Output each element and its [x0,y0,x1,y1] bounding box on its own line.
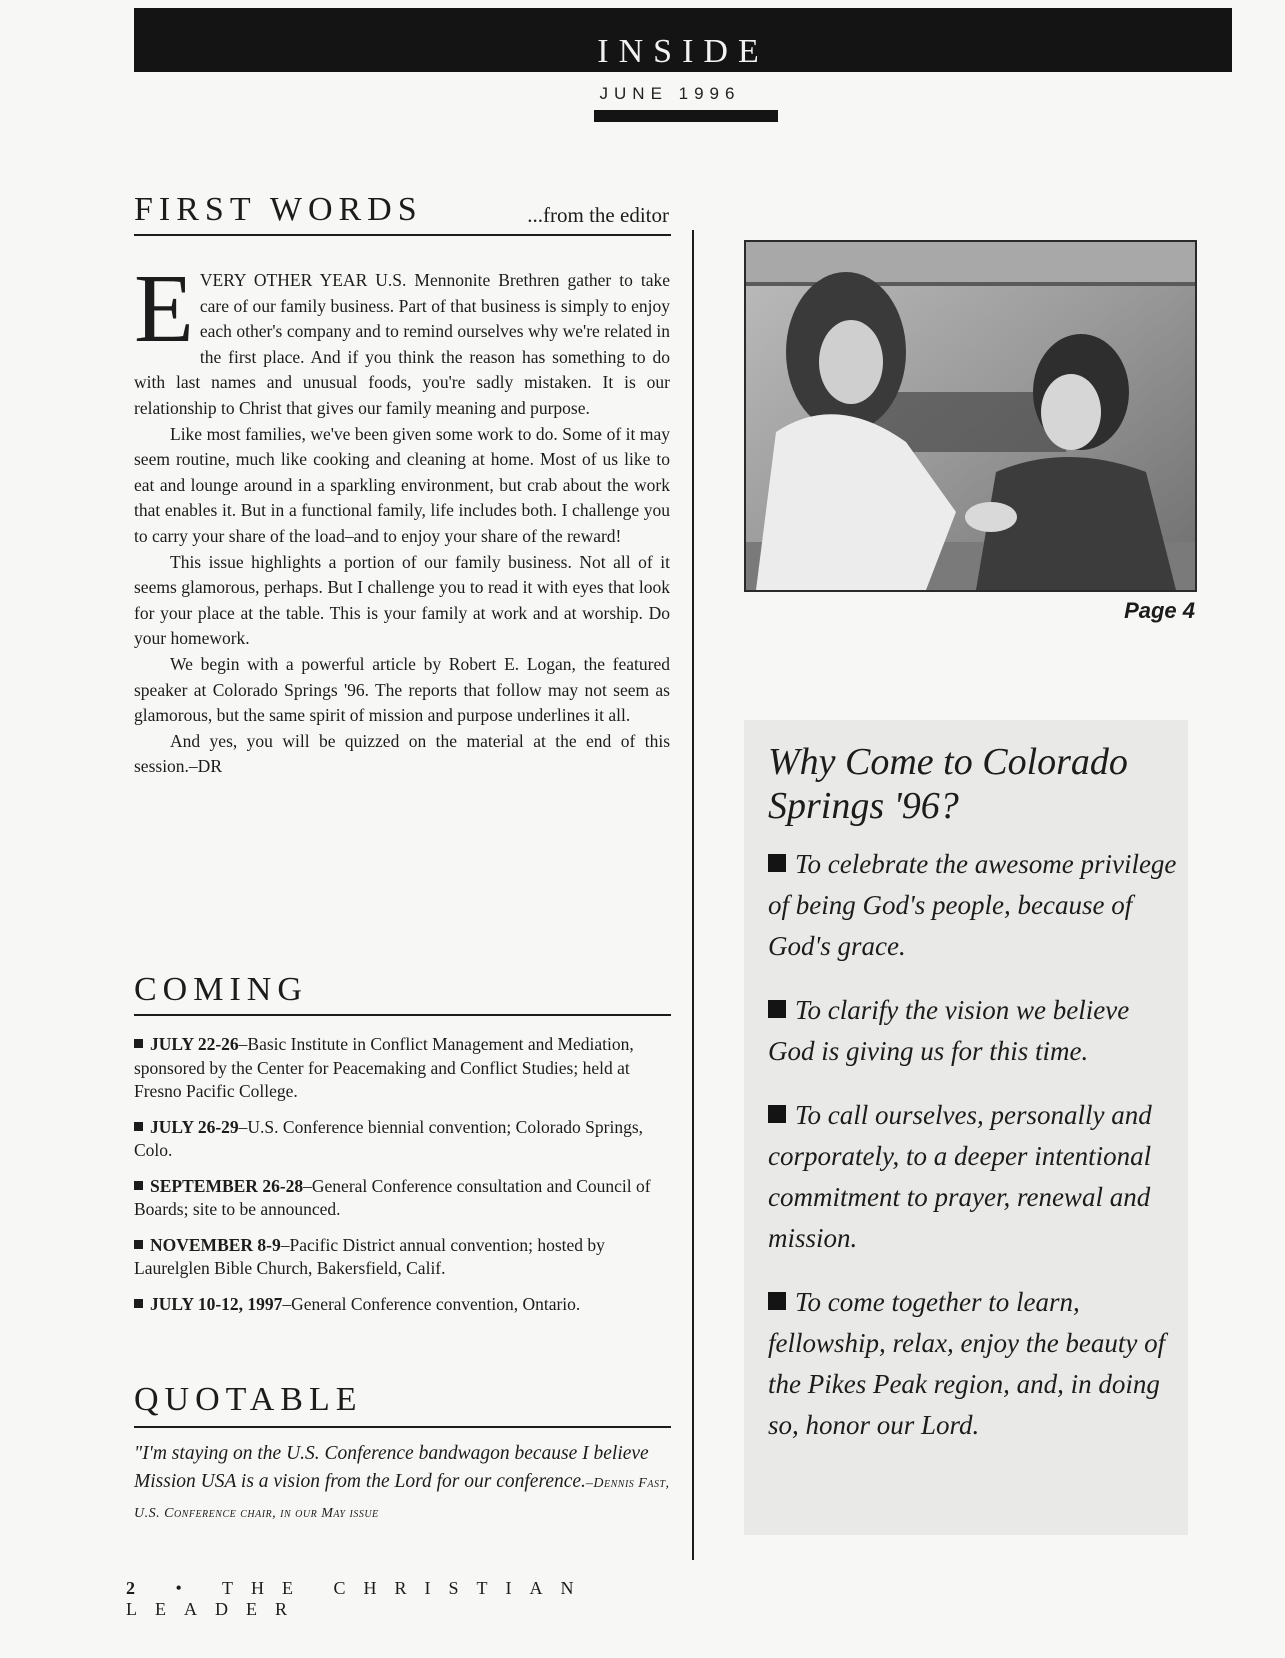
reason-text: To come together to learn, fellowship, relax, enjoy the beauty of the Pikes Peak region, and, in doing so, honor our Lord. [768,1287,1166,1440]
event-date: JULY 26-29 [150,1116,239,1137]
event-text: –General Conference consultation and Council of Boards; site to be announced. [134,1175,651,1219]
footer-dot-separator: • [175,1578,200,1598]
page-footer [126,1578,686,1620]
event-date: SEPTEMBER 26-28 [150,1175,304,1196]
quotable-quote [134,1440,670,1528]
square-bullet-icon [134,1122,143,1131]
list-item [134,1293,670,1317]
editorial-paragraph: And yes, you will be quizzed on the material at the end of this session.–DR [134,730,670,777]
square-bullet-icon [768,1000,786,1018]
event-date: JULY 10-12, 1997 [150,1293,283,1314]
sidebar-reasons-list [768,844,1180,1469]
reason-text: To call ourselves, personally and corporately, to a deeper intentional commitment to prayer, renewal and mission. [768,1100,1152,1253]
quotable-title: QUOTABLE [134,1381,363,1418]
list-item [768,1282,1180,1446]
first-words-heading [134,190,671,236]
publication-name: THE CHRISTIAN LEADER [126,1578,592,1619]
list-item [134,1175,670,1222]
coming-heading [134,970,671,1016]
photo-caption: Page 4 [1124,598,1195,623]
first-words-title: FIRST WORDS [134,191,423,228]
drop-cap: E [134,255,194,363]
list-item [768,844,1180,967]
list-item [134,1234,670,1281]
issue-date: JUNE 1996 [599,84,741,103]
feature-photo [744,240,1197,592]
list-item [768,990,1180,1072]
list-item [134,1033,670,1104]
sidebar-title: Why Come to Colorado Springs '96? [768,741,1128,827]
editorial-lead-paragraph [134,255,670,422]
lead-text: U.S. Mennonite Brethren gather to take care of our family business. Part of that business is simply to enjoy each other's company and to remind ourselves why we're related in the first place. And if you think the reason has something to do with last names and unusual foods, you're sadly mistaken. It is our relationship to Christ that gives our family meaning and purpose. [134,270,670,418]
reason-text: To celebrate the awesome privilege of being God's people, because of God's grace. [768,849,1177,961]
square-bullet-icon [134,1181,143,1190]
inside-banner: INSIDE [134,8,1232,72]
column-divider [692,230,694,1560]
editorial-body [134,255,670,780]
date-rule [594,110,778,122]
quote-body: "I'm staying on the U.S. Conference bandwagon because I believe Mission USA is a vision from the Lord for our conference. [134,1443,649,1492]
reason-text: To clarify the vision we believe God is giving us for this time. [768,995,1130,1066]
square-bullet-icon [768,1105,786,1123]
event-text: –General Conference convention, Ontario. [282,1293,581,1314]
coming-title: COMING [134,971,308,1008]
square-bullet-icon [134,1039,143,1048]
editorial-paragraph: Like most families, we've been given some work to do. Some of it may seem routine, much like cooking and cleaning at home. Most of us like to eat and lounge around in a sparkling environment, but crab about the work that enables it. But in a functional family, life includes both. I challenge you to carry your share of the load–and to enjoy your share of the reward! [134,423,670,546]
square-bullet-icon [134,1299,143,1308]
list-item [768,1095,1180,1259]
event-date: NOVEMBER 8-9 [150,1234,281,1255]
event-text: –Pacific District annual convention; hosted by Laurelglen Bible Church, Bakersfield, Calif. [134,1234,605,1278]
quote-attribution: –Dennis Fast, U.S. Conference chair, in our May issue [134,1476,670,1521]
lead-caps: VERY OTHER YEAR [199,270,368,290]
coming-events-list [134,1033,670,1328]
page-number: 2 [126,1578,153,1598]
list-item [134,1116,670,1163]
editorial-paragraph: This issue highlights a portion of our family business. Not all of it seems glamorous, perhaps. But I challenge you to read it with eyes that look for your place at the table. This is your family at work and at worship. Do your homework. [134,551,670,649]
event-text: –U.S. Conference biennial convention; Colorado Springs, Colo. [134,1116,644,1160]
square-bullet-icon [134,1240,143,1249]
two-girls-photo [746,242,1195,590]
first-words-subtitle: ...from the editor [527,203,669,227]
event-date: JULY 22-26 [150,1034,239,1054]
event-text: –Basic Institute in Conflict Management and Mediation, sponsored by the Center for Peacemaking and Conflict Studies; held at Fresno Pacific College. [134,1034,634,1101]
square-bullet-icon [768,1292,786,1310]
editorial-paragraph: We begin with a powerful article by Robert E. Logan, the featured speaker at Colorado Springs '96. The reports that follow may not seem as glamorous, but the same spirit of mission and purpose underlines it all. [134,653,670,726]
square-bullet-icon [768,854,786,872]
quotable-heading [134,1380,671,1428]
